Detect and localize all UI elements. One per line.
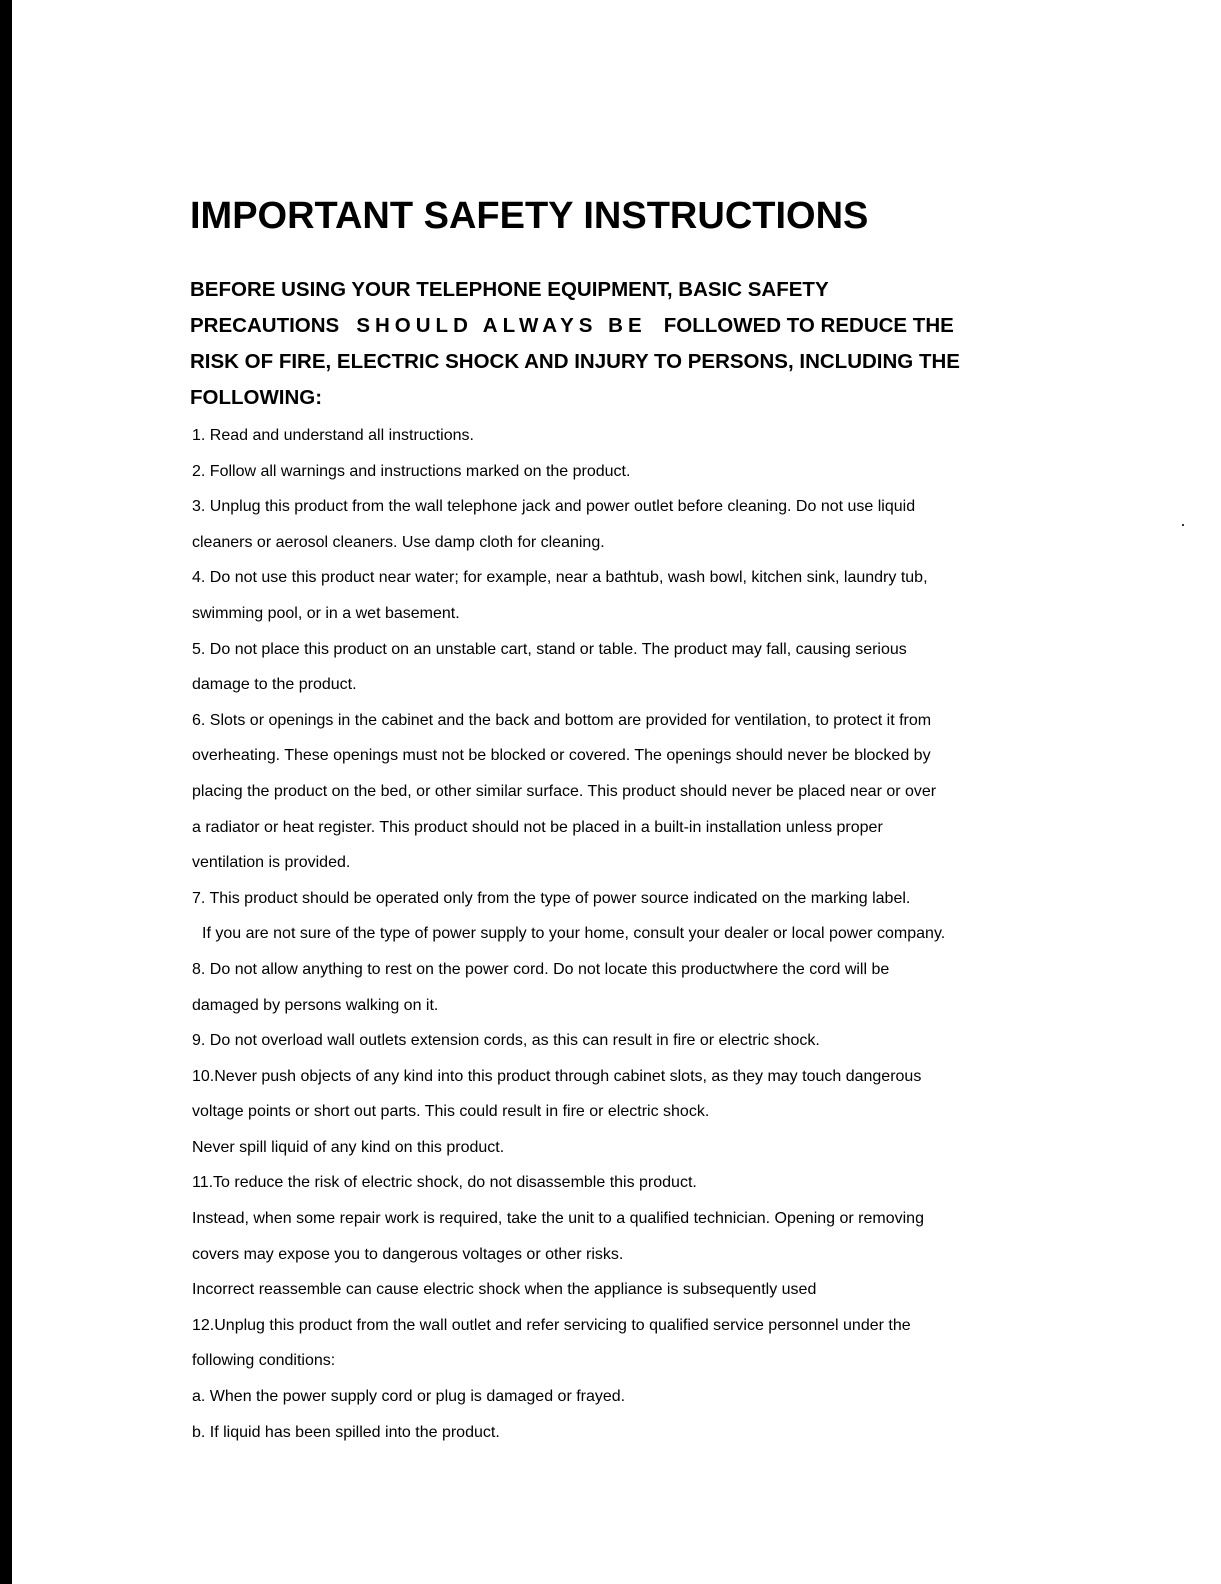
scan-border-bar — [0, 0, 12, 1584]
instruction-line: damage to the product. — [192, 676, 357, 694]
page-title: IMPORTANT SAFETY INSTRUCTIONS — [190, 195, 869, 237]
instruction-line: Instead, when some repair work is required, take the unit to a qualified technician. Opening or removing — [192, 1210, 924, 1228]
instruction-line: 5. Do not place this product on an unstable cart, stand or table. The product may fall, causing serious — [192, 640, 907, 658]
document-body — [190, 190, 1070, 1450]
instruction-line: 2. Follow all warnings and instructions marked on the product. — [192, 462, 631, 480]
intro-line — [190, 308, 1070, 344]
instruction-line: 8. Do not allow anything to rest on the power cord. Do not locate this productwhere the cord will be — [192, 960, 890, 978]
instruction-line: Incorrect reassemble can cause electric shock when the appliance is subsequently used — [192, 1281, 817, 1299]
instruction-line: placing the product on the bed, or other similar surface. This product should never be placed near or over — [192, 782, 937, 800]
instruction-line: swimming pool, or in a wet basement. — [192, 604, 460, 622]
intro-text: FOLLOWED TO REDUCE THE — [663, 314, 954, 337]
intro-line: FOLLOWING: — [190, 386, 323, 409]
instruction-line: a. When the power supply cord or plug is damaged or frayed. — [192, 1388, 626, 1406]
instruction-line: following conditions: — [192, 1352, 336, 1370]
intro-spaced-text: SHOULD ALWAYS BE — [356, 314, 647, 337]
instruction-line: cleaners or aerosol cleaners. Use damp cloth for cleaning. — [192, 533, 605, 551]
instruction-line: If you are not sure of the type of power supply to your home, consult your dealer or local power company. — [202, 925, 946, 943]
instruction-line: 7. This product should be operated only from the type of power source indicated on the marking label. — [192, 889, 911, 907]
instruction-line: a radiator or heat register. This product should not be placed in a built-in installation unless proper — [192, 818, 883, 836]
intro-paragraph — [190, 272, 1070, 416]
instruction-line: 1. Read and understand all instructions. — [192, 427, 474, 444]
instruction-line: 9. Do not overload wall outlets extension cords, as this can result in fire or electric shock. — [192, 1032, 820, 1050]
instruction-line: ventilation is provided. — [192, 854, 351, 872]
instruction-line: 6. Slots or openings in the cabinet and the back and bottom are provided for ventilation, to protect it from — [192, 711, 932, 729]
scan-speck — [1182, 524, 1184, 526]
instruction-line: 10.Never push objects of any kind into this product through cabinet slots, as they may touch dangerous — [192, 1067, 922, 1085]
instruction-line: 11.To reduce the risk of electric shock, do not disassemble this product. — [192, 1174, 697, 1192]
instruction-line: b. If liquid has been spilled into the product. — [192, 1423, 500, 1441]
instruction-line: Never spill liquid of any kind on this product. — [192, 1138, 505, 1156]
intro-line: RISK OF FIRE, ELECTRIC SHOCK AND INJURY TO PERSONS, INCLUDING THE — [190, 350, 960, 373]
instruction-list — [190, 418, 1070, 1450]
intro-line: BEFORE USING YOUR TELEPHONE EQUIPMENT, BASIC SAFETY — [190, 278, 829, 301]
instruction-line: 3. Unplug this product from the wall telephone jack and power outlet before cleaning. Do not use liquid — [192, 498, 916, 516]
instruction-line: covers may expose you to dangerous voltages or other risks. — [192, 1245, 624, 1263]
instruction-line: damaged by persons walking on it. — [192, 996, 439, 1014]
instruction-line: 4. Do not use this product near water; for example, near a bathtub, wash bowl, kitchen sink, laundry tub, — [192, 569, 928, 587]
instruction-line: 12.Unplug this product from the wall outlet and refer servicing to qualified service personnel under the — [192, 1316, 911, 1334]
instruction-line: overheating. These openings must not be blocked or covered. The openings should never be blocked by — [192, 747, 931, 765]
intro-text: PRECAUTIONS — [190, 314, 340, 337]
instruction-line: voltage points or short out parts. This could result in fire or electric shock. — [192, 1103, 710, 1121]
